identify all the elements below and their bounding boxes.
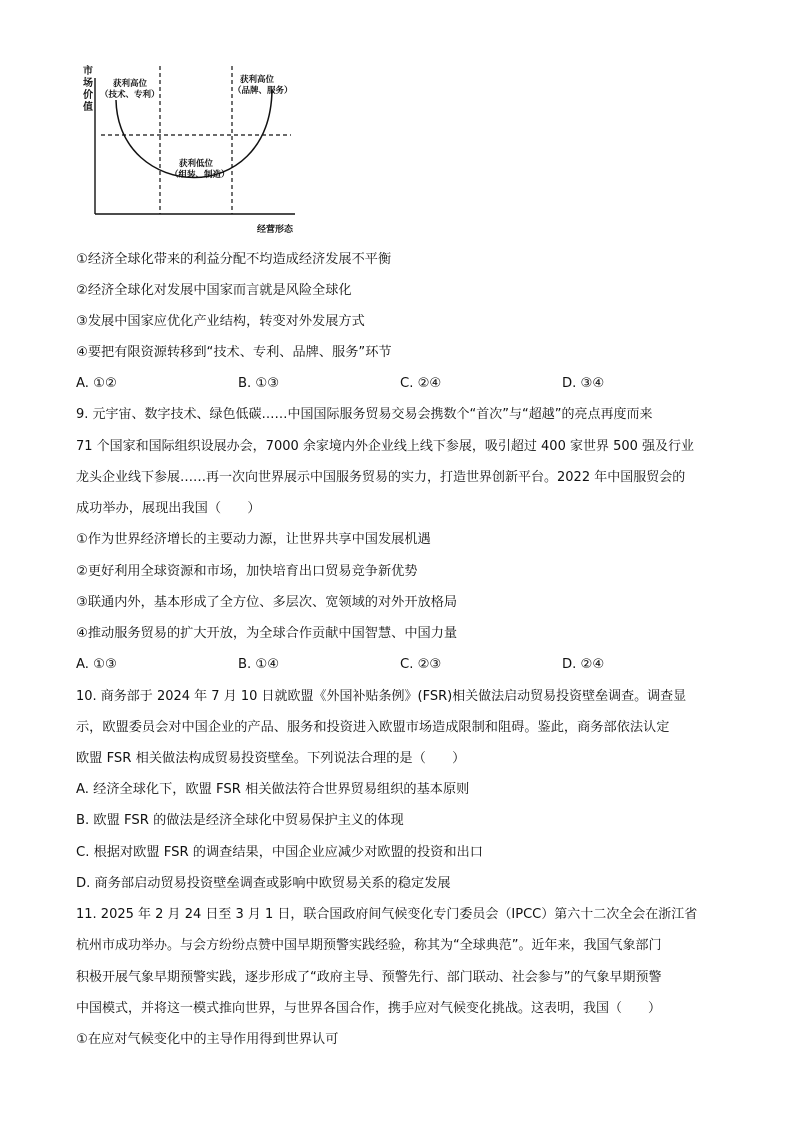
- q10-option-b[interactable]: B. 欧盟 FSR 的做法是经济全球化中贸易保护主义的体现: [76, 813, 404, 828]
- value-chain-figure: [72, 62, 312, 240]
- q8-option-a[interactable]: A. ①②: [76, 376, 117, 391]
- q9-stem-line-1: 9. 元宇宙、数字技术、绿色低碳……中国国际服务贸易交易会携数个“首次”与“超越”的亮点再度而来: [76, 407, 653, 422]
- q9-stem-line-3: 龙头企业线下参展……再一次向世界展示中国服务贸易的实力，打造世界创新平台。2022 年中国服贸会的: [76, 470, 686, 485]
- q11-statement-1: ①在应对气候变化中的主导作用得到世界认可: [76, 1032, 339, 1047]
- q9-stem-line-4: 成功举办，展现出我国（ ）: [76, 501, 261, 516]
- q8-option-c[interactable]: C. ②④: [400, 376, 442, 391]
- q9-statement-3: ③联通内外，基本形成了全方位、多层次、宽领域的对外开放格局: [76, 595, 458, 610]
- q9-statement-4: ④推动服务贸易的扩大开放，为全球合作贡献中国智慧、中国力量: [76, 626, 458, 641]
- q8-statement-2: ②经济全球化对发展中国家而言就是风险全球化: [76, 283, 352, 298]
- figure-xlabel: 经营形态: [257, 225, 294, 235]
- figure-ylabel-4: 值: [83, 102, 93, 113]
- bottom-label-detail: （组装、制造）: [170, 170, 230, 180]
- figure-ylabel-2: 场: [83, 78, 93, 89]
- q10-stem-line-1: 10. 商务部于 2024 年 7 月 10 日就欧盟《外国补贴条例》(FSR)相关做法启动贸易投资壁垒调查。调查显: [76, 689, 687, 704]
- q8-option-d[interactable]: D. ③④: [562, 376, 605, 391]
- q11-stem-line-3: 积极开展气象早期预警实践，逐步形成了“政府主导、预警先行、部门联动、社会参与”的气象早期预警: [76, 970, 662, 985]
- q11-stem-line-2: 杭州市成功举办。与会方纷纷点赞中国早期预警实践经验，称其为“全球典范”。近年来，我国气象部门: [76, 938, 662, 953]
- q8-option-b[interactable]: B. ①③: [238, 376, 280, 391]
- q9-statement-2: ②更好利用全球资源和市场，加快培育出口贸易竞争新优势: [76, 564, 418, 579]
- q9-options: [76, 655, 736, 675]
- q10-stem-line-3: 欧盟 FSR 相关做法构成贸易投资壁垒。下列说法合理的是（ ）: [76, 751, 466, 766]
- bottom-label-title: 获利低位: [179, 159, 214, 169]
- right-label-title: 获利高位: [240, 75, 275, 85]
- left-label-title: 获利高位: [113, 79, 148, 89]
- q9-option-a[interactable]: A. ①③: [76, 657, 117, 672]
- q9-option-b[interactable]: B. ①④: [238, 657, 280, 672]
- q10-option-c[interactable]: C. 根据对欧盟 FSR 的调查结果，中国企业应减少对欧盟的投资和出口: [76, 845, 483, 860]
- q8-statement-3: ③发展中国家应优化产业结构，转变对外发展方式: [76, 314, 365, 329]
- q8-options: [76, 374, 736, 394]
- q10-option-a[interactable]: A. 经济全球化下，欧盟 FSR 相关做法符合世界贸易组织的基本原则: [76, 782, 470, 797]
- right-label-detail: （品牌、服务）: [233, 86, 293, 96]
- q8-statement-4: ④要把有限资源转移到“技术、专利、品牌、服务”环节: [76, 345, 392, 360]
- q10-option-d[interactable]: D. 商务部启动贸易投资壁垒调查或影响中欧贸易关系的稳定发展: [76, 876, 451, 891]
- left-label-detail: （技术、专利）: [100, 90, 160, 100]
- q9-statement-1: ①作为世界经济增长的主要动力源，让世界共享中国发展机遇: [76, 532, 431, 547]
- q11-stem-line-4: 中国模式，并将这一模式推向世界，与世界各国合作，携手应对气候变化挑战。这表明，我国（ ）: [76, 1001, 662, 1016]
- figure-ylabel-3: 价: [83, 90, 93, 101]
- q11-stem-line-1: 11. 2025 年 2 月 24 日至 3 月 1 日，联合国政府间气候变化专门委员会（IPCC）第六十二次全会在浙江省: [76, 907, 698, 922]
- q10-stem-line-2: 示，欧盟委员会对中国企业的产品、服务和投资进入欧盟市场造成限制和阻碍。鉴此，商务部依法认定: [76, 720, 670, 735]
- q9-option-c[interactable]: C. ②③: [400, 657, 442, 672]
- q8-statement-1: ①经济全球化带来的利益分配不均造成经济发展不平衡: [76, 252, 392, 267]
- q9-stem-line-2: 71 个国家和国际组织设展办会，7000 余家境内外企业线上线下参展，吸引超过 400 家世界 500 强及行业: [76, 439, 695, 454]
- figure-ylabel-1: 市: [83, 66, 93, 77]
- q9-option-d[interactable]: D. ②④: [562, 657, 605, 672]
